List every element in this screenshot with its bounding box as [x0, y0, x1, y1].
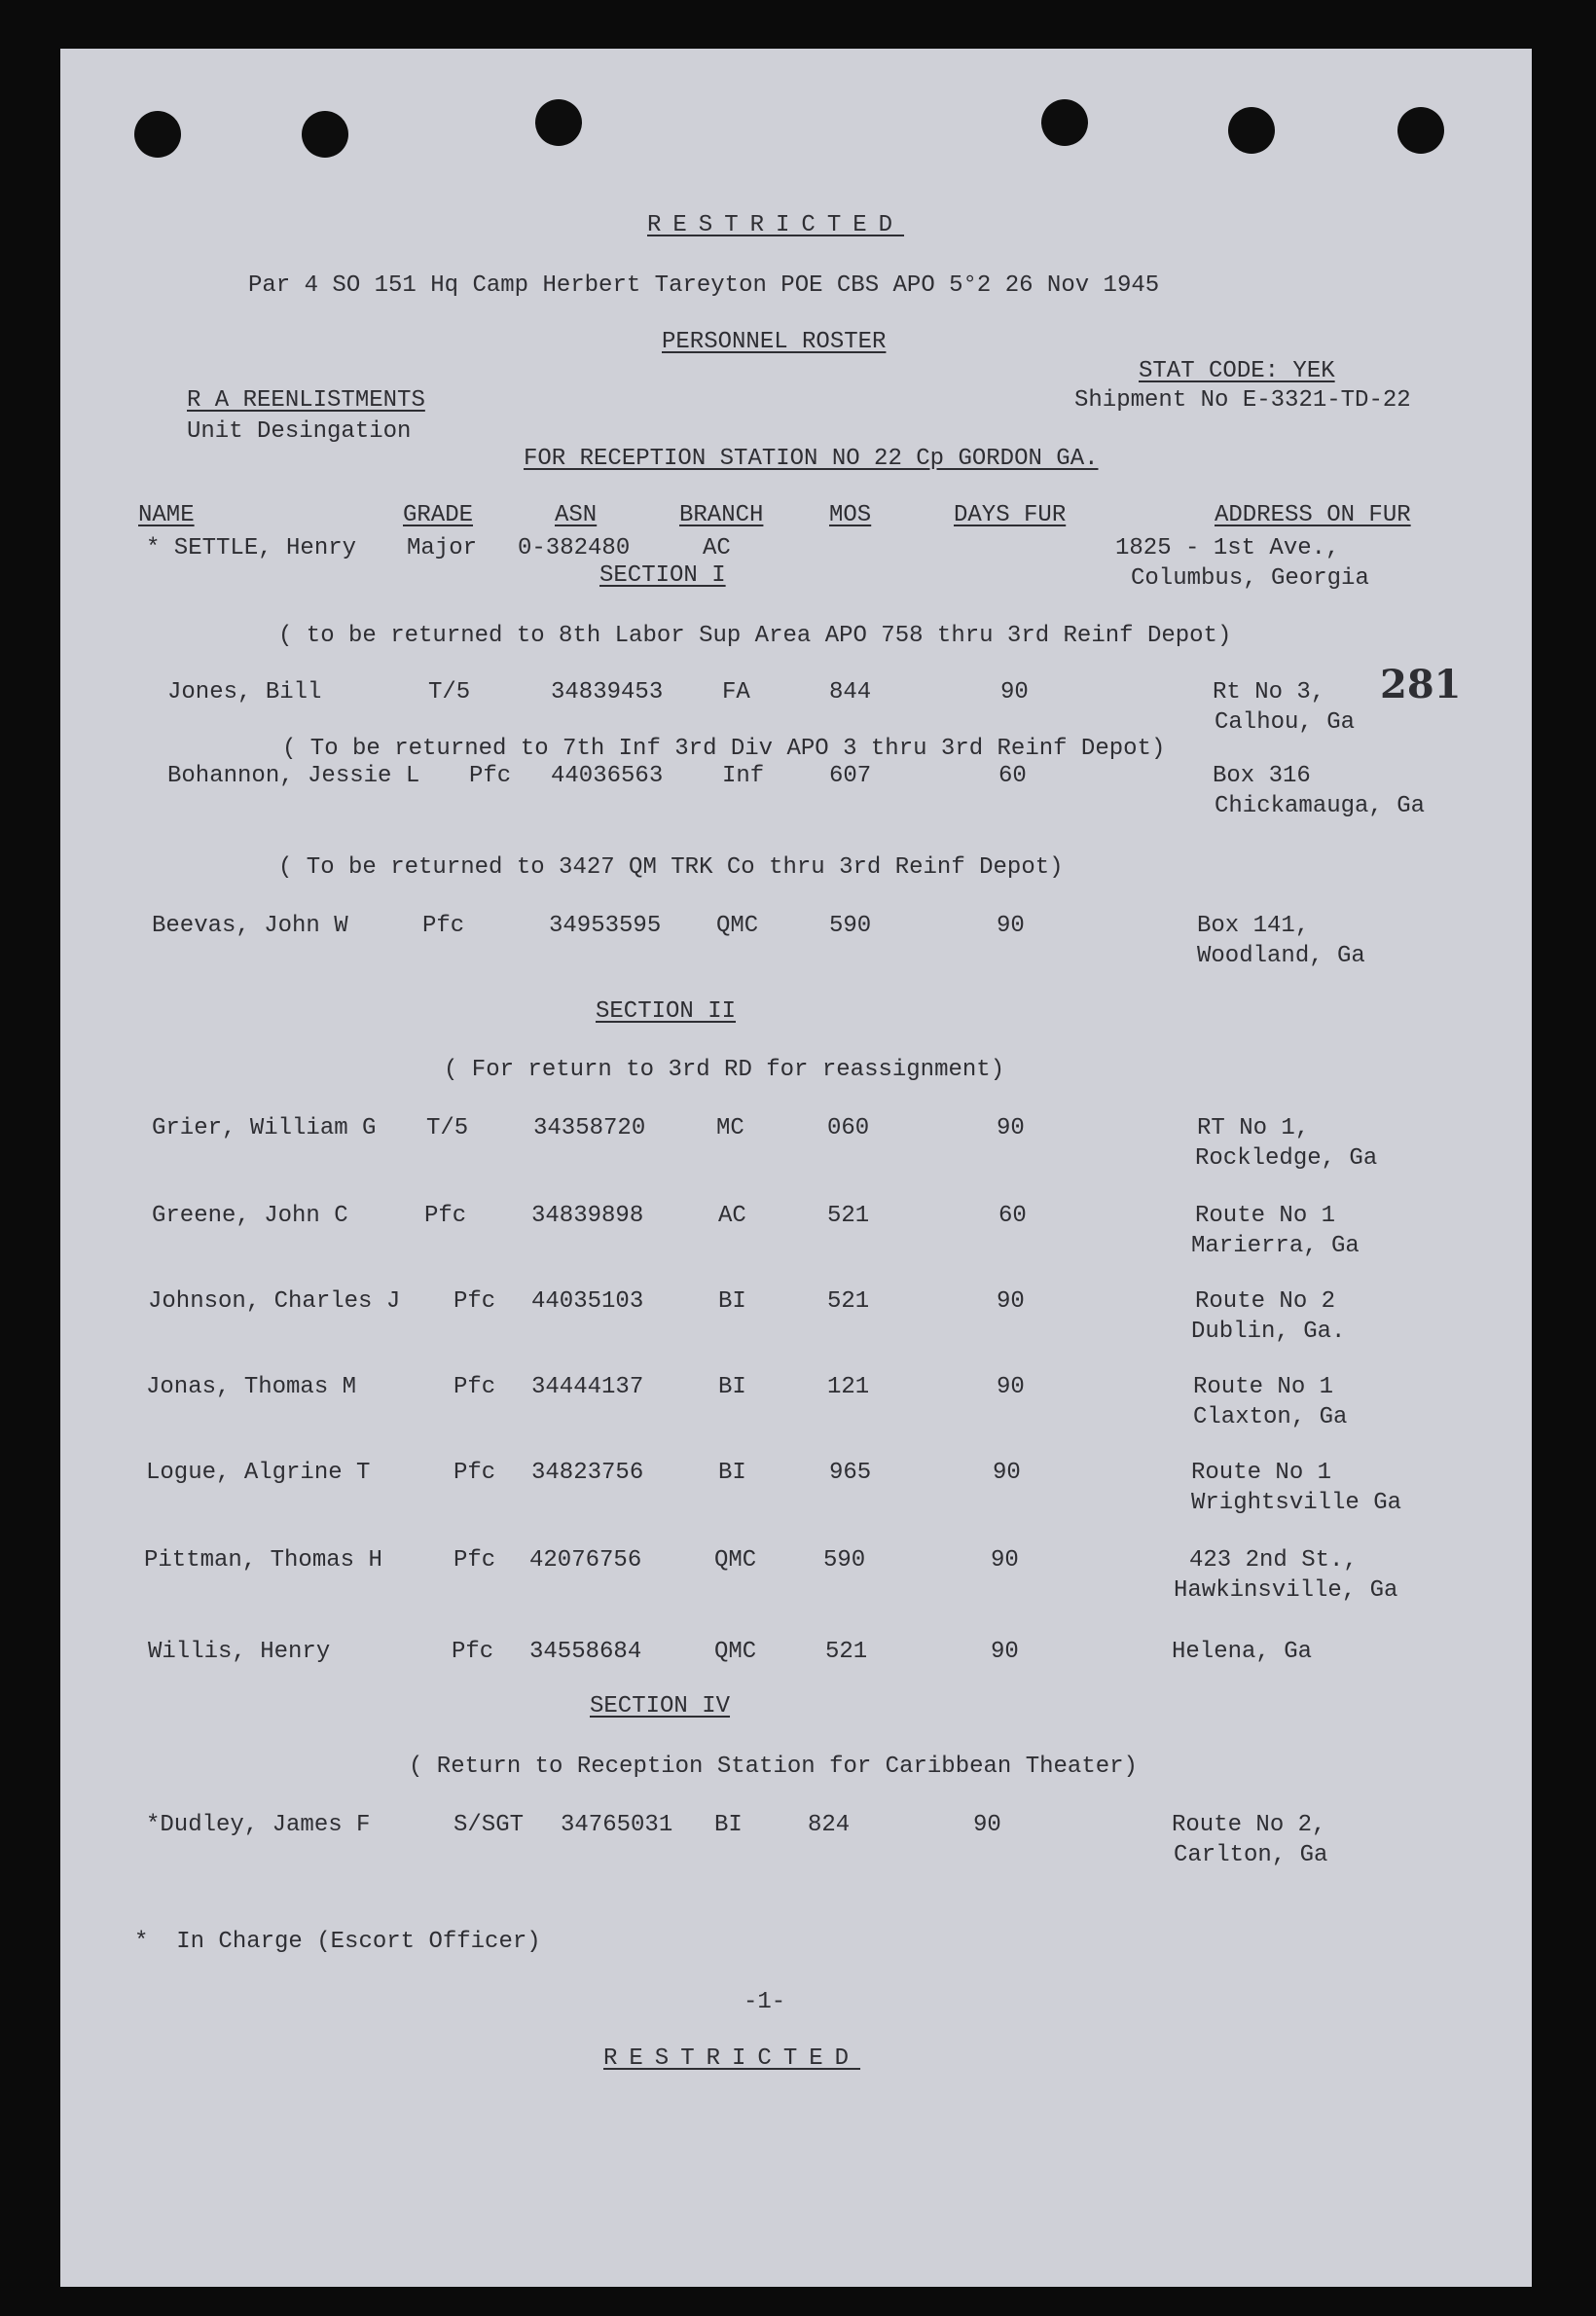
name-cell: Willis, Henry: [148, 1639, 331, 1665]
unit-label: Unit Desingation: [187, 418, 412, 445]
punch-hole: [535, 99, 582, 146]
address-line-2: Calhou, Ga: [1215, 709, 1356, 736]
mos-cell: 521: [825, 1639, 868, 1665]
name-cell: *Dudley, James F: [146, 1812, 371, 1838]
address-line-2: Chickamauga, Ga: [1215, 793, 1426, 819]
unit-name: R A REENLISTMENTS: [187, 387, 425, 414]
address-line-1: Box 316: [1213, 763, 1311, 789]
address-line-2: Rockledge, Ga: [1195, 1145, 1378, 1172]
name-cell: Logue, Algrine T: [146, 1460, 371, 1486]
footnote: * In Charge (Escort Officer): [134, 1929, 541, 1955]
days-cell: 90: [997, 1115, 1025, 1141]
name-cell: Greene, John C: [152, 1203, 348, 1229]
address-line-1: Helena, Ga: [1172, 1639, 1313, 1665]
asn-cell: 34839453: [551, 679, 664, 706]
grade-cell: Pfc: [422, 913, 465, 939]
restricted-heading-top: RESTRICTED: [647, 212, 905, 238]
name-cell: Jonas, Thomas M: [146, 1374, 357, 1400]
grade-cell: Pfc: [469, 763, 512, 789]
restricted-heading-bottom: RESTRICTED: [603, 2045, 861, 2072]
mos-cell: 844: [829, 679, 872, 706]
grade-cell: Pfc: [453, 1460, 496, 1486]
branch-cell: Inf: [722, 763, 765, 789]
table-row: [0, 1547, 1596, 1606]
days-cell: 90: [997, 913, 1025, 939]
address-line-2: Hawkinsville, Ga: [1174, 1577, 1398, 1604]
table-row-officer: [0, 535, 1596, 594]
address-line-2: Woodland, Ga: [1197, 943, 1365, 969]
days-cell: 60: [998, 1203, 1027, 1229]
order-line: Par 4 SO 151 Hq Camp Herbert Tareyton POE CBS APO 5°2 26 Nov 1945: [248, 272, 1160, 299]
section-1-note-2: ( To be returned to 7th Inf 3rd Div APO 3 thru 3rd Reinf Depot): [282, 736, 1166, 762]
mos-cell: 060: [827, 1115, 870, 1141]
punch-hole: [1228, 107, 1275, 154]
branch-cell: BI: [718, 1374, 746, 1400]
name-cell: Bohannon, Jessie L: [167, 763, 420, 789]
asn-cell: 44035103: [531, 1288, 644, 1315]
branch-cell: BI: [718, 1288, 746, 1315]
punch-hole: [134, 111, 181, 158]
branch-cell: QMC: [714, 1547, 757, 1574]
asn-cell: 34765031: [561, 1812, 673, 1838]
grade-cell: T/5: [426, 1115, 469, 1141]
name-cell: Johnson, Charles J: [148, 1288, 401, 1315]
branch-cell: QMC: [714, 1639, 757, 1665]
grade-cell: Pfc: [424, 1203, 467, 1229]
table-row: [0, 1115, 1596, 1174]
section-1-note-1: ( to be returned to 8th Labor Sup Area APO 758 thru 3rd Reinf Depot): [278, 623, 1232, 649]
asn-cell: 34444137: [531, 1374, 644, 1400]
table-row: [0, 763, 1596, 821]
table-row: [0, 1639, 1596, 1697]
section-4-note: ( Return to Reception Station for Caribbean Theater): [409, 1754, 1138, 1780]
grade-cell: Pfc: [453, 1374, 496, 1400]
grade-cell: Pfc: [452, 1639, 494, 1665]
column-header-days-fur: DAYS FUR: [954, 502, 1067, 528]
address-line-1: 423 2nd St.,: [1189, 1547, 1358, 1574]
asn-cell: 44036563: [551, 763, 664, 789]
branch-cell: AC: [718, 1203, 746, 1229]
roster-title: PERSONNEL ROSTER: [662, 329, 887, 355]
days-cell: 90: [991, 1639, 1019, 1665]
stat-code: STAT CODE: YEK: [1139, 358, 1335, 384]
address-line-2: Marierra, Ga: [1191, 1233, 1360, 1259]
mos-cell: 824: [808, 1812, 851, 1838]
column-header-address: ADDRESS ON FUR: [1215, 502, 1411, 528]
punch-hole: [1041, 99, 1088, 146]
punch-hole: [302, 111, 348, 158]
column-header-asn: ASN: [555, 502, 598, 528]
asn-cell: 0-382480: [518, 535, 631, 561]
table-row: [0, 1288, 1596, 1347]
column-header-branch: BRANCH: [679, 502, 764, 528]
name-cell: Grier, William G: [152, 1115, 377, 1141]
address-line-1: Route No 1: [1195, 1203, 1336, 1229]
table-row: [0, 679, 1596, 738]
address-line-2: Wrightsville Ga: [1191, 1490, 1402, 1516]
column-header-name: NAME: [138, 502, 195, 528]
table-row: [0, 913, 1596, 971]
punch-hole: [1397, 107, 1444, 154]
mos-cell: 965: [829, 1460, 872, 1486]
asn-cell: 42076756: [529, 1547, 642, 1574]
grade-cell: Pfc: [453, 1288, 496, 1315]
asn-cell: 34558684: [529, 1639, 642, 1665]
section-2-title: SECTION II: [596, 998, 737, 1025]
address-line-1: Route No 1: [1193, 1374, 1334, 1400]
days-cell: 90: [991, 1547, 1019, 1574]
asn-cell: 34839898: [531, 1203, 644, 1229]
table-row: [0, 1374, 1596, 1432]
address-line-1: 1825 - 1st Ave.,: [1115, 535, 1340, 561]
grade-cell: S/SGT: [453, 1812, 525, 1838]
branch-cell: FA: [722, 679, 750, 706]
table-row: [0, 1812, 1596, 1870]
name-cell: * SETTLE, Henry: [146, 535, 357, 561]
reception-station: FOR RECEPTION STATION NO 22 Cp GORDON GA.: [524, 446, 1099, 472]
address-line-1: RT No 1,: [1197, 1115, 1310, 1141]
grade-cell: Pfc: [453, 1547, 496, 1574]
asn-cell: 34358720: [533, 1115, 646, 1141]
table-row: [0, 1203, 1596, 1261]
name-cell: Beevas, John W: [152, 913, 348, 939]
days-cell: 60: [998, 763, 1027, 789]
section-1-title: SECTION I: [599, 562, 726, 589]
days-cell: 90: [993, 1460, 1021, 1486]
mos-cell: 607: [829, 763, 872, 789]
address-line-2: Dublin, Ga.: [1191, 1319, 1346, 1345]
grade-cell: Major: [407, 535, 478, 561]
address-line-1: Box 141,: [1197, 913, 1310, 939]
days-cell: 90: [1000, 679, 1029, 706]
mos-cell: 121: [827, 1374, 870, 1400]
address-line-1: Route No 2: [1195, 1288, 1336, 1315]
address-line-1: Route No 1: [1191, 1460, 1332, 1486]
branch-cell: AC: [703, 535, 731, 561]
address-line-2: Claxton, Ga: [1193, 1404, 1348, 1430]
name-cell: Jones, Bill: [167, 679, 322, 706]
address-line-2: Carlton, Ga: [1174, 1842, 1328, 1868]
branch-cell: MC: [716, 1115, 744, 1141]
days-cell: 90: [973, 1812, 1001, 1838]
address-line-1: Route No 2,: [1172, 1812, 1326, 1838]
section-4-title: SECTION IV: [590, 1693, 731, 1719]
branch-cell: BI: [718, 1460, 746, 1486]
column-header-mos: MOS: [829, 502, 872, 528]
branch-cell: BI: [714, 1812, 743, 1838]
mos-cell: 590: [823, 1547, 866, 1574]
mos-cell: 590: [829, 913, 872, 939]
address-line-2: Columbus, Georgia: [1131, 565, 1369, 592]
asn-cell: 34953595: [549, 913, 662, 939]
name-cell: Pittman, Thomas H: [144, 1547, 382, 1574]
branch-cell: QMC: [716, 913, 759, 939]
address-line-1: Rt No 3,: [1213, 679, 1325, 706]
section-1-note-3: ( To be returned to 3427 QM TRK Co thru 3rd Reinf Depot): [278, 854, 1064, 881]
section-2-note: ( For return to 3rd RD for reassignment): [444, 1057, 1005, 1083]
table-row: [0, 1460, 1596, 1518]
page-stamp-number: 281: [1380, 662, 1462, 707]
asn-cell: 34823756: [531, 1460, 644, 1486]
mos-cell: 521: [827, 1288, 870, 1315]
column-header-grade: GRADE: [403, 502, 474, 528]
days-cell: 90: [997, 1374, 1025, 1400]
shipment-number: Shipment No E-3321-TD-22: [1074, 387, 1411, 414]
mos-cell: 521: [827, 1203, 870, 1229]
page-number: -1-: [744, 1989, 786, 2015]
days-cell: 90: [997, 1288, 1025, 1315]
grade-cell: T/5: [428, 679, 471, 706]
